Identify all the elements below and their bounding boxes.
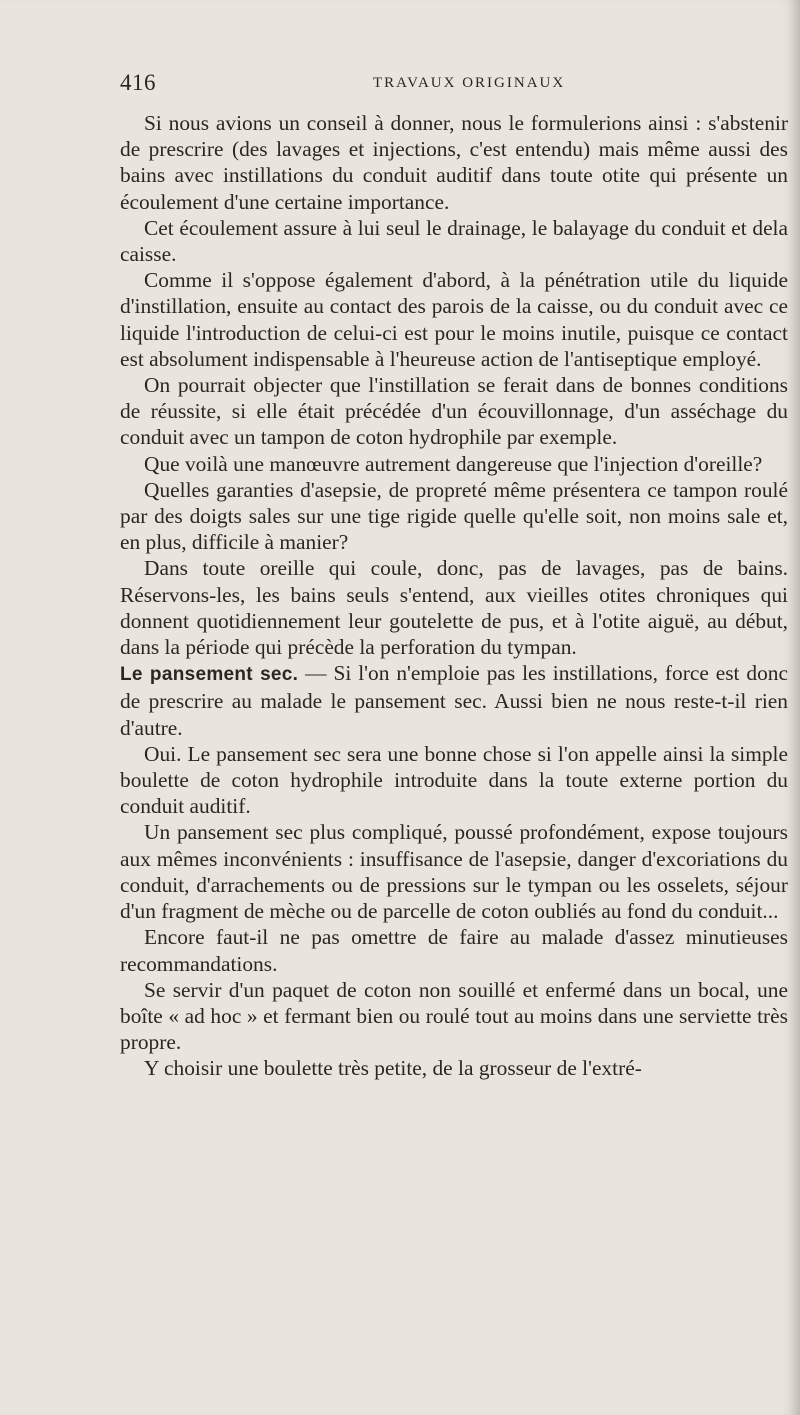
section-text: — Si l'on n'emploie pas les instillations, force est donc de prescrire au malade le pansement sec. Aussi bien ne nous reste-t-il rien d'autre. (120, 661, 788, 740)
paragraph: Que voilà une manœuvre autrement dangereuse que l'injection d'oreille? (144, 451, 763, 476)
paragraph: Oui. Le pansement sec sera une bonne chose si l'on appelle ainsi la simple boulette de coton hydrophile introduite dans la toute externe portion du conduit auditif. (120, 741, 788, 819)
body-text (120, 110, 788, 1082)
paragraph: Quelles garanties d'asepsie, de propreté même présentera ce tampon roulé par des doigts sales sur une tige rigide quelle qu'elle soit, non moins sale et, en plus, difficile à manier? (120, 477, 788, 555)
paragraph: Si nous avions un conseil à donner, nous le formulerions ainsi : s'abstenir de prescrire (des lavages et injections, c'est entendu) mais même aussi des bains avec instillations du conduit auditif dans toute otite qui présente un écoulement d'une certaine importance. (120, 111, 788, 214)
paragraph: Un pansement sec plus compliqué, poussé profondément, expose toujours aux mêmes inconvénients : insuffisance de l'asepsie, danger d'excoriations du conduit, d'arrachements ou de pressions sur le tympan ou les osselets, séjour d'un fragment de mèche ou de parcelle de coton oubliés au fond du conduit... (120, 820, 788, 924)
paragraph: Dans toute oreille qui coule, donc, pas de lavages, pas de bains. Réservons-les, les bains seuls s'entend, aux vieilles otites chroniques qui donnent quotidiennement leur goutelette de pus, et à l'otite aiguë, au début, dans la période qui précède la perforation du tympan. (120, 556, 788, 660)
paragraph: Y choisir une boulette très petite, de la grosseur de l'extré- (144, 1056, 642, 1081)
paragraph: Cet écoulement assure à lui seul le drainage, le balayage du conduit et dela caisse. (120, 215, 788, 267)
paragraph: Se servir d'un paquet de coton non souillé et enfermé dans un bocal, une boîte « ad hoc » et fermant bien ou roulé tout au moins dans une serviette très propre. (120, 977, 788, 1055)
page-number: 416 (120, 70, 156, 95)
paragraph: Comme il s'oppose également d'abord, à la pénétration utile du liquide d'instillation, ensuite au contact des parois de la caisse, ou du conduit avec ce liquide l'introduction de celui-ci est pour le moins inutile, puisque ce contact est absolument indispensable à l'heureuse action de l'antiseptique employé. (120, 268, 788, 371)
paragraph: Encore faut-il ne pas omettre de faire au malade d'assez minutieuses recommandations. (120, 925, 788, 976)
section-heading: Le pansement sec. (120, 664, 299, 686)
page-header (120, 70, 780, 100)
section-paragraph (120, 660, 788, 741)
running-head: TRAVAUX ORIGINAUX (373, 75, 566, 91)
paragraph: On pourrait objecter que l'instillation se ferait dans de bonnes conditions de réussite, si elle était précédée d'un écouvillonnage, d'un asséchage du conduit avec un tampon de coton hydrophile par exemple. (120, 373, 788, 450)
